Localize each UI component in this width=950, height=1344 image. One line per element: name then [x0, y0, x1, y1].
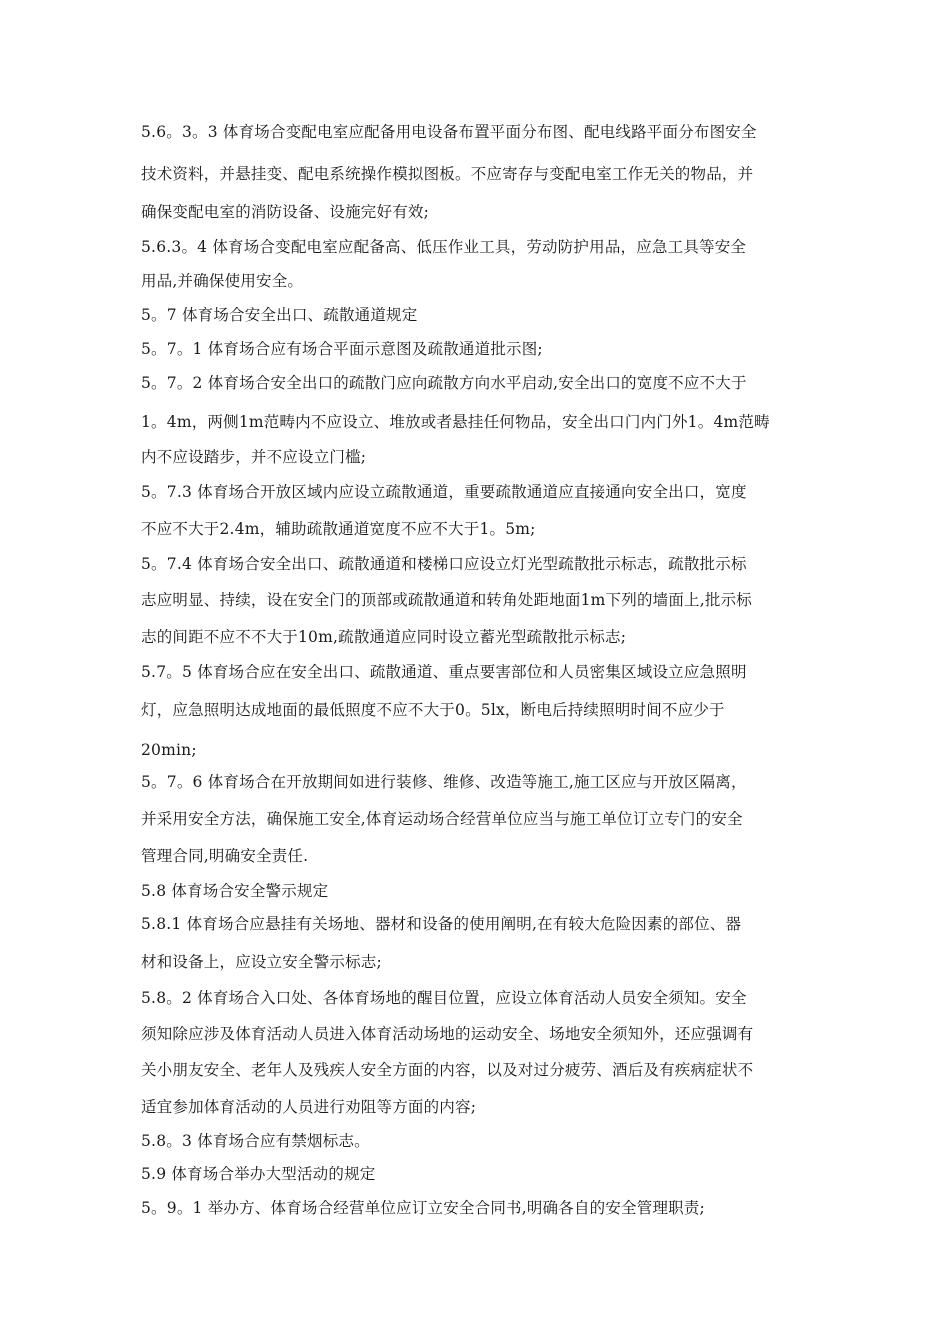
- text-line: 用品,并确保使用安全。: [141, 272, 304, 290]
- section-heading: 5.8 体育场合安全警示规定: [141, 882, 329, 900]
- text-line: 1。4m，两侧1m范畴内不应设立、堆放或者悬挂任何物品，安全出口门内门外1。4m范畴: [141, 413, 770, 431]
- text-line: 技术资料，并悬挂变、配电系统操作模拟图板。不应寄存与变配电室工作无关的物品，并: [141, 165, 754, 183]
- text-line: 5.8.1 体育场合应悬挂有关场地、器材和设备的使用阐明,在有较大危险因素的部位、器: [141, 915, 742, 933]
- text-line: 5。7.4 体育场合安全出口、疏散通道和楼梯口应设立灯光型疏散批示标志，疏散批示标: [141, 555, 747, 573]
- text-line: 5。7。2 体育场合安全出口的疏散门应向疏散方向水平启动,安全出口的宽度不应不大于: [141, 374, 747, 392]
- text-line: 不应不大于2.4m，辅助疏散通道宽度不应不大于1。5m;: [141, 520, 536, 538]
- text-line: 5。7。1 体育场合应有场合平面示意图及疏散通道批示图;: [141, 340, 543, 358]
- text-line: 灯，应急照明达成地面的最低照度不应不大于0。5lx，断电后持续照明时间不应少于: [141, 701, 725, 719]
- text-line: 关小朋友安全、老年人及残疾人安全方面的内容，以及对过分疲劳、酒后及有疾病症状不: [141, 1061, 754, 1079]
- text-line: 5。7.3 体育场合开放区域内应设立疏散通道，重要疏散通道应直接通向安全出口，宽度: [141, 483, 747, 501]
- text-line: 材和设备上，应设立安全警示标志;: [141, 953, 382, 971]
- text-line: 5。9。1 举办方、体育场合经营单位应订立安全合同书,明确各自的安全管理职责;: [141, 1199, 705, 1217]
- text-line: 并采用安全方法，确保施工安全,体育运动场合经营单位应当与施工单位订立专门的安全: [141, 810, 743, 828]
- section-heading: 5。7 体育场合安全出口、疏散通道规定: [141, 306, 418, 324]
- text-line: 管理合同,明确安全责任.: [141, 847, 309, 865]
- section-heading: 5.9 体育场合举办大型活动的规定: [141, 1165, 376, 1183]
- text-line: 5.8。2 体育场合入口处、各体育场地的醒目位置，应设立体育活动人员安全须知。安全: [141, 989, 747, 1007]
- text-line: 适宜参加体育活动的人员进行劝阻等方面的内容;: [141, 1098, 477, 1116]
- text-line: 5.6。3。3 体育场合变配电室应配备用电设备布置平面分布图、配电线路平面分布图安全: [141, 123, 757, 141]
- text-line: 志的间距不应不不大于10m,疏散通道应同时设立蓄光型疏散批示标志;: [141, 628, 627, 646]
- text-line: 5.8。3 体育场合应有禁烟标志。: [141, 1132, 370, 1150]
- text-line: 志应明显、持续，设在安全门的顶部或疏散通道和转角处距地面1m下列的墙面上,批示标: [141, 591, 752, 609]
- text-line: 内不应设踏步，并不应设立门槛;: [141, 448, 367, 466]
- text-line: 20min;: [141, 741, 197, 759]
- text-line: 5。7。6 体育场合在开放期间如进行装修、维修、改造等施工,施工区应与开放区隔离，: [141, 773, 747, 791]
- text-line: 确保变配电室的消防设备、设施完好有效;: [141, 203, 430, 221]
- text-line: 5.7。5 体育场合应在安全出口、疏散通道、重点要害部位和人员密集区域设立应急照明: [141, 663, 747, 681]
- text-line: 须知除应涉及体育活动人员进入体育活动场地的运动安全、场地安全须知外，还应强调有: [141, 1025, 754, 1043]
- text-line: 5.6.3。4 体育场合变配电室应配备高、低压作业工具，劳动防护用品，应急工具等安全: [141, 238, 747, 256]
